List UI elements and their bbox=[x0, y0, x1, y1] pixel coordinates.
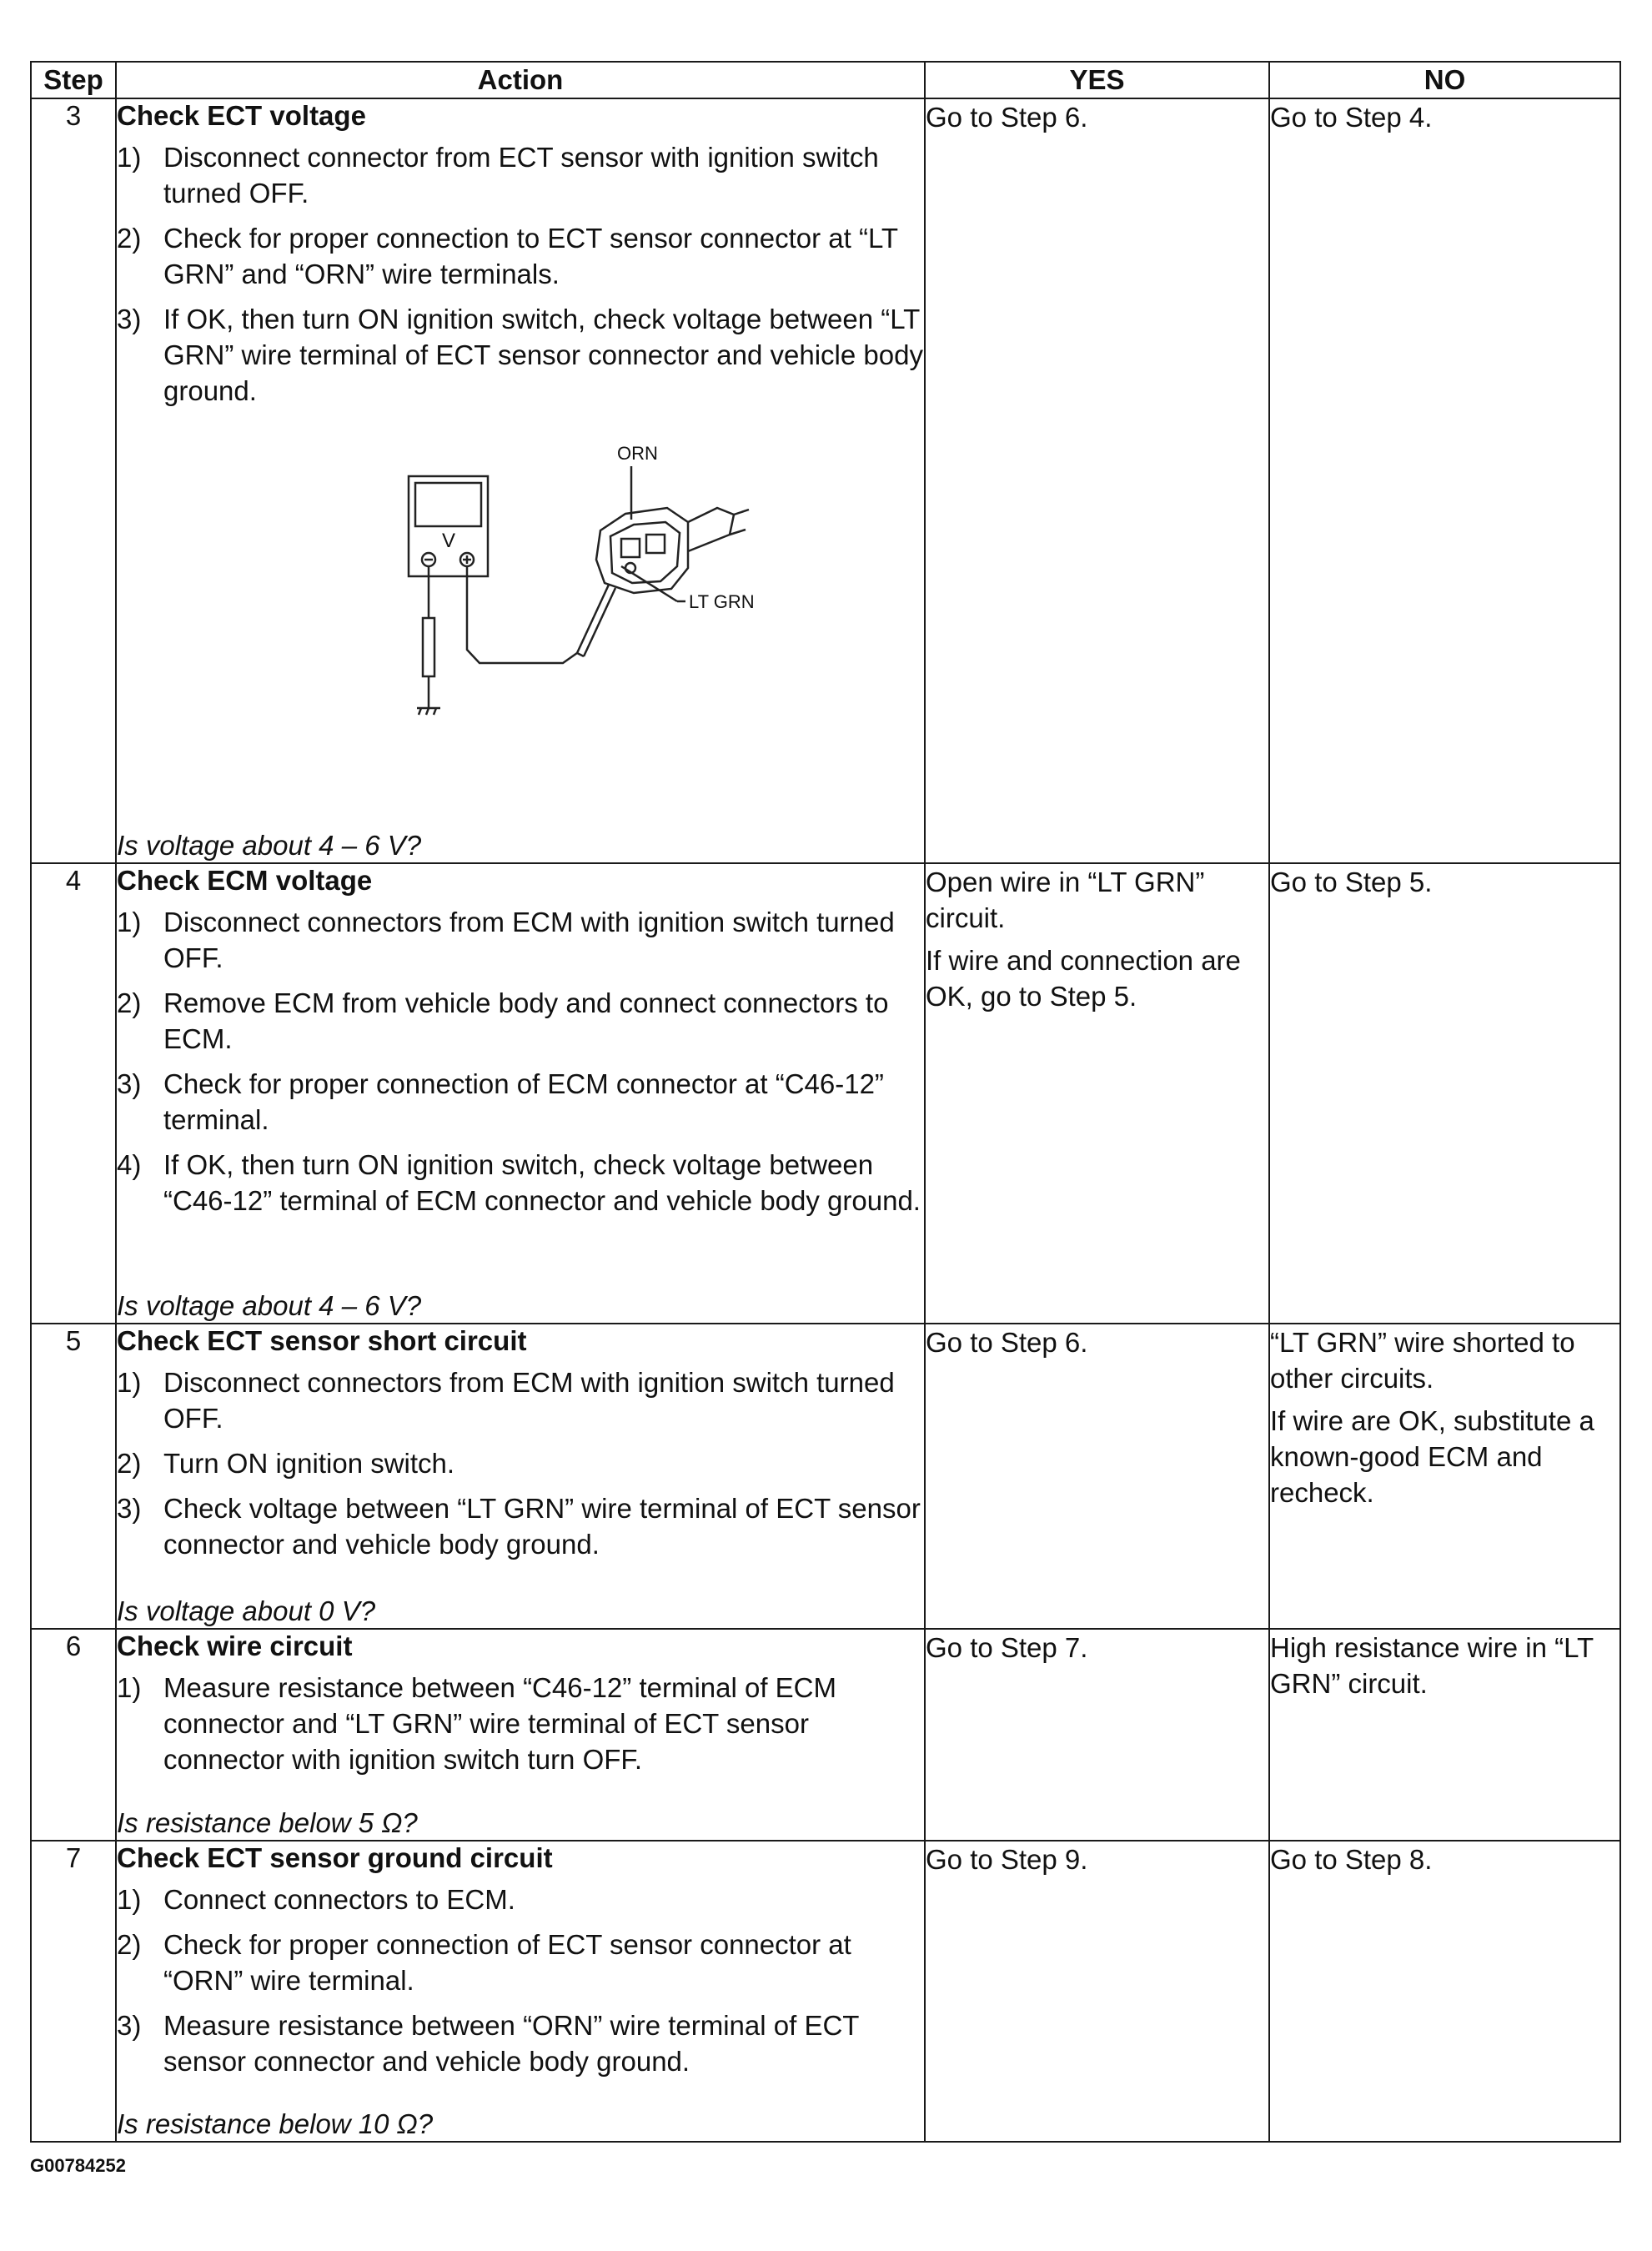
meter-letter: V bbox=[442, 530, 456, 552]
step-number: 7 bbox=[31, 1841, 116, 2142]
action-cell bbox=[116, 1324, 925, 1629]
step-number: 4 bbox=[31, 863, 116, 1324]
list-item: 1) Measure resistance between “C46-12” terminal of ECM connector and “LT GRN” wire terminal of ECT sensor connector with ignition switch turn OFF. bbox=[117, 1672, 837, 1775]
yes-cell: Go to Step 6. bbox=[925, 98, 1269, 863]
list-item: 3) Measure resistance between “ORN” wire terminal of ECT sensor connector and vehicle body ground. bbox=[117, 2010, 859, 2077]
check-question: Is voltage about 4 – 6 V? bbox=[117, 1290, 422, 1321]
step-number: 5 bbox=[31, 1324, 116, 1629]
header-step: Step bbox=[31, 62, 116, 98]
yes-cell: Go to Step 9. bbox=[925, 1841, 1269, 2142]
action-cell bbox=[116, 1841, 925, 2142]
no-cell: “LT GRN” wire shorted to other circuits. If wire are OK, substitute a known-good ECM and recheck. bbox=[1269, 1324, 1620, 1629]
no-cell: Go to Step 5. bbox=[1269, 863, 1620, 1324]
step-number: 3 bbox=[31, 98, 116, 863]
list-item: 2) Check for proper connection of ECT sensor connector at “ORN” wire terminal. bbox=[117, 1929, 851, 1996]
list-item: 2) Check for proper connection to ECT sensor connector at “LT GRN” and “ORN” wire terminals. bbox=[117, 223, 898, 289]
header-no: NO bbox=[1269, 62, 1620, 98]
list-item: 3) Check voltage between “LT GRN” wire terminal of ECT sensor connector and vehicle body ground. bbox=[117, 1493, 921, 1560]
list-item: 3) Check for proper connection of ECM connector at “C46-12” terminal. bbox=[117, 1068, 884, 1135]
list-item: 1) Disconnect connectors from ECM with ignition switch turned OFF. bbox=[117, 907, 895, 973]
action-title: Check ECT sensor ground circuit bbox=[117, 1842, 553, 1873]
yes-cell: Go to Step 6. bbox=[925, 1324, 1269, 1629]
table-row bbox=[31, 1841, 1620, 2142]
action-cell bbox=[116, 98, 925, 863]
list-item: 1) Connect connectors to ECM. bbox=[117, 1884, 515, 1915]
yes-cell: Go to Step 7. bbox=[925, 1629, 1269, 1841]
action-title: Check ECM voltage bbox=[117, 865, 373, 896]
action-title: Check wire circuit bbox=[117, 1630, 353, 1661]
action-cell bbox=[116, 863, 925, 1324]
action-title: Check ECT voltage bbox=[117, 100, 366, 131]
check-question: Is resistance below 10 Ω? bbox=[117, 2108, 434, 2139]
document-id: G00784252 bbox=[30, 2155, 126, 2176]
table-row bbox=[31, 98, 1620, 863]
check-question: Is resistance below 5 Ω? bbox=[117, 1807, 418, 1838]
no-cell: Go to Step 4. bbox=[1269, 98, 1620, 863]
list-item: 1) Disconnect connector from ECT sensor with ignition switch turned OFF. bbox=[117, 142, 879, 209]
no-cell: Go to Step 8. bbox=[1269, 1841, 1620, 2142]
list-item: 1) Disconnect connectors from ECM with ignition switch turned OFF. bbox=[117, 1367, 895, 1434]
action-steps bbox=[117, 1882, 924, 2108]
action-cell bbox=[116, 1629, 925, 1841]
label-lt-grn: LT GRN bbox=[689, 591, 755, 612]
action-steps bbox=[117, 139, 924, 418]
voltmeter-diagram bbox=[117, 418, 924, 829]
check-question: Is voltage about 4 – 6 V? bbox=[117, 830, 422, 861]
action-steps bbox=[117, 1670, 924, 1806]
header-row bbox=[31, 62, 1620, 98]
header-yes: YES bbox=[925, 62, 1269, 98]
action-title: Check ECT sensor short circuit bbox=[117, 1325, 527, 1356]
table-row bbox=[31, 863, 1620, 1324]
label-orn: ORN bbox=[617, 443, 658, 464]
no-cell: High resistance wire in “LT GRN” circuit. bbox=[1269, 1629, 1620, 1841]
step-number: 6 bbox=[31, 1629, 116, 1841]
yes-cell: Open wire in “LT GRN” circuit. If wire and connection are OK, go to Step 5. bbox=[925, 863, 1269, 1324]
check-question: Is voltage about 0 V? bbox=[117, 1595, 376, 1626]
action-steps bbox=[117, 904, 924, 1289]
list-item: 3) If OK, then turn ON ignition switch, check voltage between “LT GRN” wire terminal of ECT sensor connector and vehicle body ground. bbox=[117, 304, 923, 406]
header-action: Action bbox=[116, 62, 925, 98]
list-item: 4) If OK, then turn ON ignition switch, check voltage between “C46-12” terminal of ECM connector and vehicle body ground. bbox=[117, 1149, 921, 1216]
table-row bbox=[31, 1629, 1620, 1841]
table-row bbox=[31, 1324, 1620, 1629]
list-item: 2) Remove ECM from vehicle body and connect connectors to ECM. bbox=[117, 987, 889, 1054]
action-steps bbox=[117, 1364, 924, 1595]
list-item: 2) Turn ON ignition switch. bbox=[117, 1448, 455, 1479]
diagnostic-table bbox=[30, 61, 1621, 2143]
